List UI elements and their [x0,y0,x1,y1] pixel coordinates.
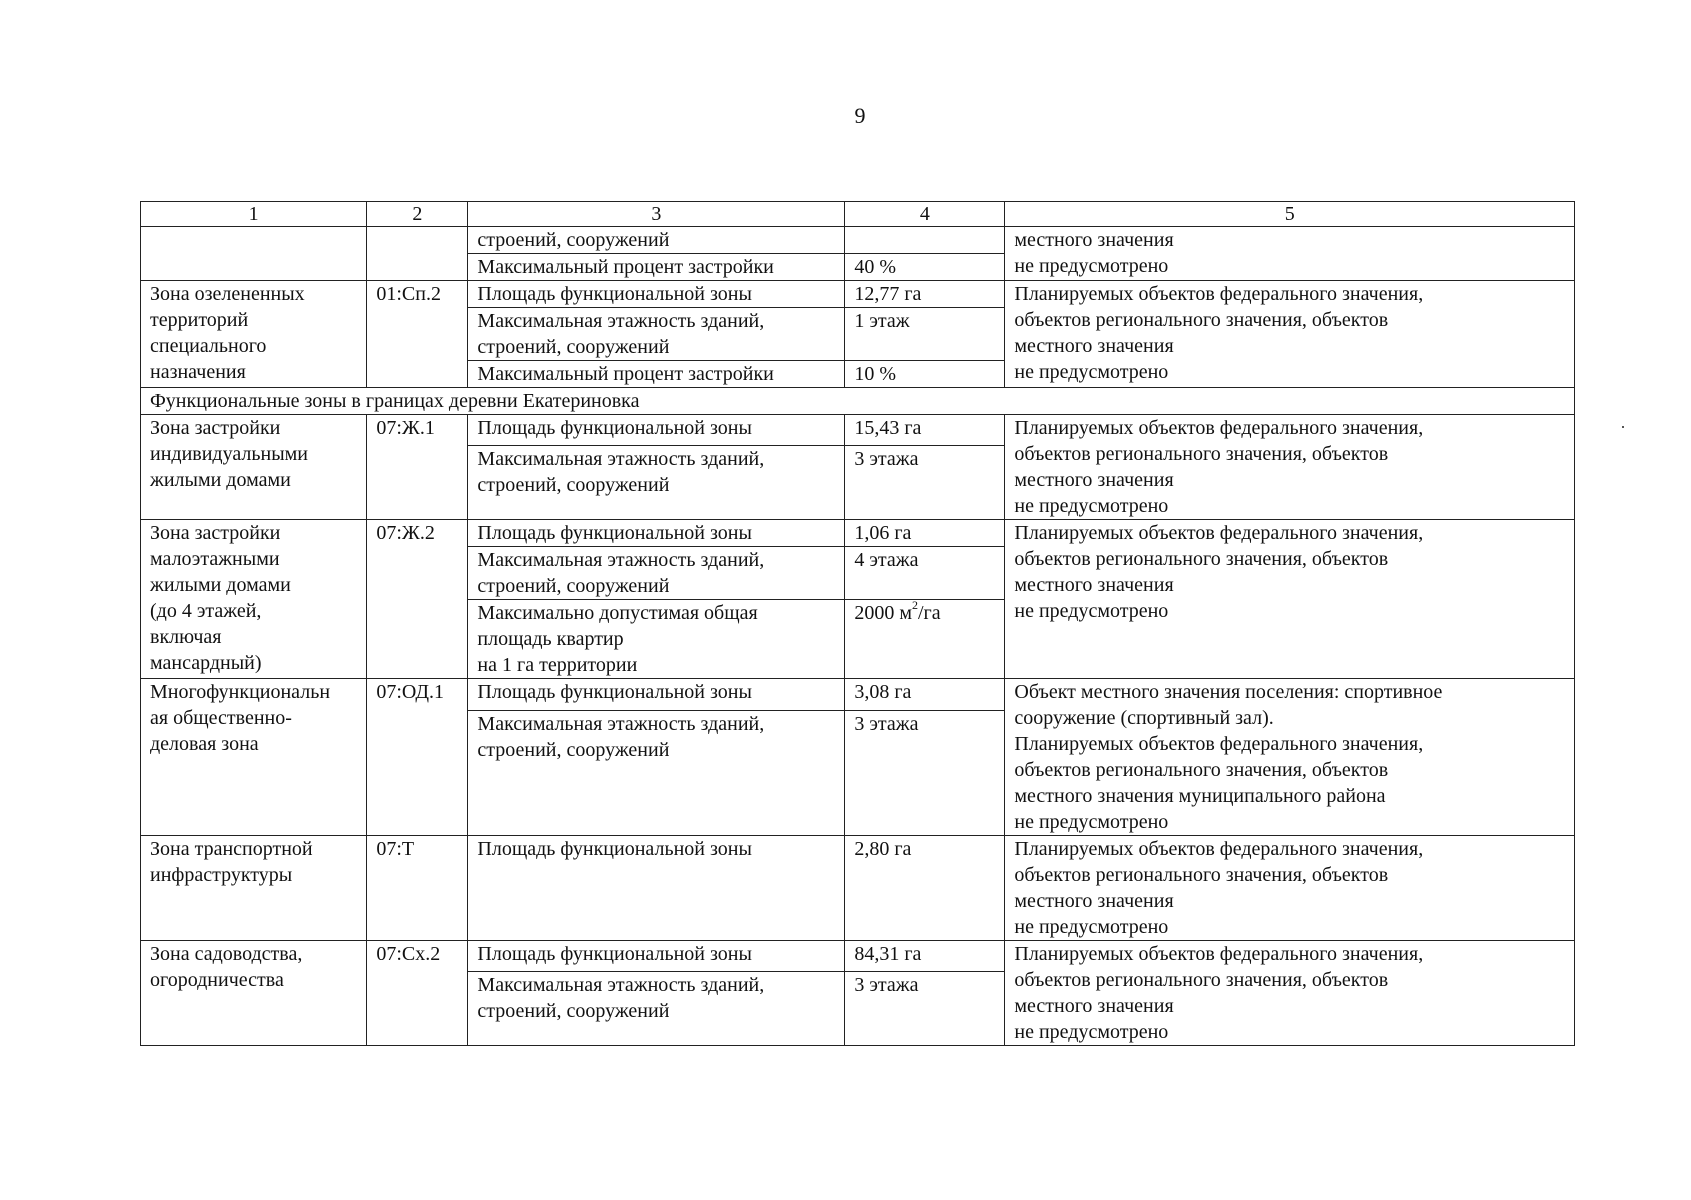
param-name-cell: Площадь функциональной зоны [468,679,845,711]
column-header-2: 2 [367,202,468,227]
objects-cell: местного значения не предусмотрено [1005,227,1575,281]
section-title: Функциональные зоны в границах деревни Екатериновка [141,388,1575,415]
param-value-cell: 15,43 га [845,415,1005,446]
zone-code-cell: 07:Ж.2 [367,520,468,679]
param-value-cell [845,600,1005,679]
param-value-cell: 3 этажа [845,446,1005,520]
page-number: 9 [854,103,866,128]
param-value-cell: 3 этажа [845,711,1005,836]
param-value-cell: 3,08 га [845,679,1005,711]
zone-name-cell: Зона озелененных территорий специального назначения [141,281,367,388]
zone-name-cell: Зона застройки малоэтажными жилыми домами (до 4 этажей, включая мансардный) [141,520,367,679]
param-name-cell: Площадь функциональной зоны [468,836,845,941]
objects-cell: Планируемых объектов федерального значения, объектов регионального значения, объектов местного значения не предусмотрено [1005,415,1575,520]
density-unit-exponent: 2 [912,598,918,613]
functional-zones-table [140,201,1575,1046]
param-value-cell: 4 этажа [845,547,1005,600]
param-value-cell: 1 этаж [845,308,1005,361]
objects-cell: Планируемых объектов федерального значения, объектов регионального значения, объектов местного значения не предусмотрено [1005,941,1575,1046]
zone-name-cell: Зона застройки индивидуальными жилыми домами [141,415,367,520]
zone-name-cell: Многофункциональн ая общественно- деловая зона [141,679,367,836]
table-row [141,227,1575,254]
param-name-cell: Максимальный процент застройки [468,361,845,388]
table-row [141,941,1575,972]
param-name-cell: Максимальная этажность зданий, строений, сооружений [468,308,845,361]
param-name-cell: Площадь функциональной зоны [468,941,845,972]
density-value: 2000 м [854,602,912,624]
section-row [141,388,1575,415]
header-row [141,202,1575,227]
param-value-cell: 3 этажа [845,972,1005,1046]
param-name-cell: Площадь функциональной зоны [468,415,845,446]
param-name-cell: Максимальная этажность зданий, строений, сооружений [468,446,845,520]
param-value-cell: 12,77 га [845,281,1005,308]
param-name-cell: Максимальная этажность зданий, строений, сооружений [468,972,845,1046]
zone-name-cell: Зона транспортной инфраструктуры [141,836,367,941]
column-header-4: 4 [845,202,1005,227]
zone-name-cell [141,227,367,281]
param-value-cell: 84,31 га [845,941,1005,972]
table-row [141,679,1575,711]
param-value-cell: 1,06 га [845,520,1005,547]
zone-code-cell [367,227,468,281]
param-name-cell: Максимальная этажность зданий, строений, сооружений [468,547,845,600]
zone-code-cell: 07:ОД.1 [367,679,468,836]
table-row [141,520,1575,547]
table-row [141,281,1575,308]
zone-code-cell: 07:Ж.1 [367,415,468,520]
objects-cell: Планируемых объектов федерального значения, объектов регионального значения, объектов местного значения не предусмотрено [1005,520,1575,679]
param-name-cell: Максимально допустимая общая площадь квартир на 1 га территории [468,600,845,679]
param-value-cell: 40 % [845,254,1005,281]
objects-cell: Объект местного значения поселения: спортивное сооружение (спортивный зал). Планируемых объектов федерального значения, объектов регионального значения, объектов местного значения муниципального района не предусмотрено [1005,679,1575,836]
objects-cell: Планируемых объектов федерального значения, объектов регионального значения, объектов местного значения не предусмотрено [1005,281,1575,388]
param-name-cell: Максимальная этажность зданий, строений, сооружений [468,711,845,836]
param-name-cell: Площадь функциональной зоны [468,520,845,547]
column-header-5: 5 [1005,202,1575,227]
param-value-cell: 2,80 га [845,836,1005,941]
scan-speck [1622,426,1624,428]
param-name-cell: строений, сооружений [468,227,845,254]
column-header-3: 3 [468,202,845,227]
param-name-cell: Максимальный процент застройки [468,254,845,281]
table-row [141,836,1575,941]
zone-name-cell: Зона садоводства, огородничества [141,941,367,1046]
table-row [141,415,1575,446]
zone-code-cell: 07:Сх.2 [367,941,468,1046]
zone-code-cell: 07:Т [367,836,468,941]
param-value-cell: 10 % [845,361,1005,388]
column-header-1: 1 [141,202,367,227]
objects-cell: Планируемых объектов федерального значения, объектов регионального значения, объектов местного значения не предусмотрено [1005,836,1575,941]
param-value-cell [845,227,1005,254]
density-unit-tail: /га [918,602,941,624]
param-name-cell: Площадь функциональной зоны [468,281,845,308]
zone-code-cell: 01:Сп.2 [367,281,468,388]
